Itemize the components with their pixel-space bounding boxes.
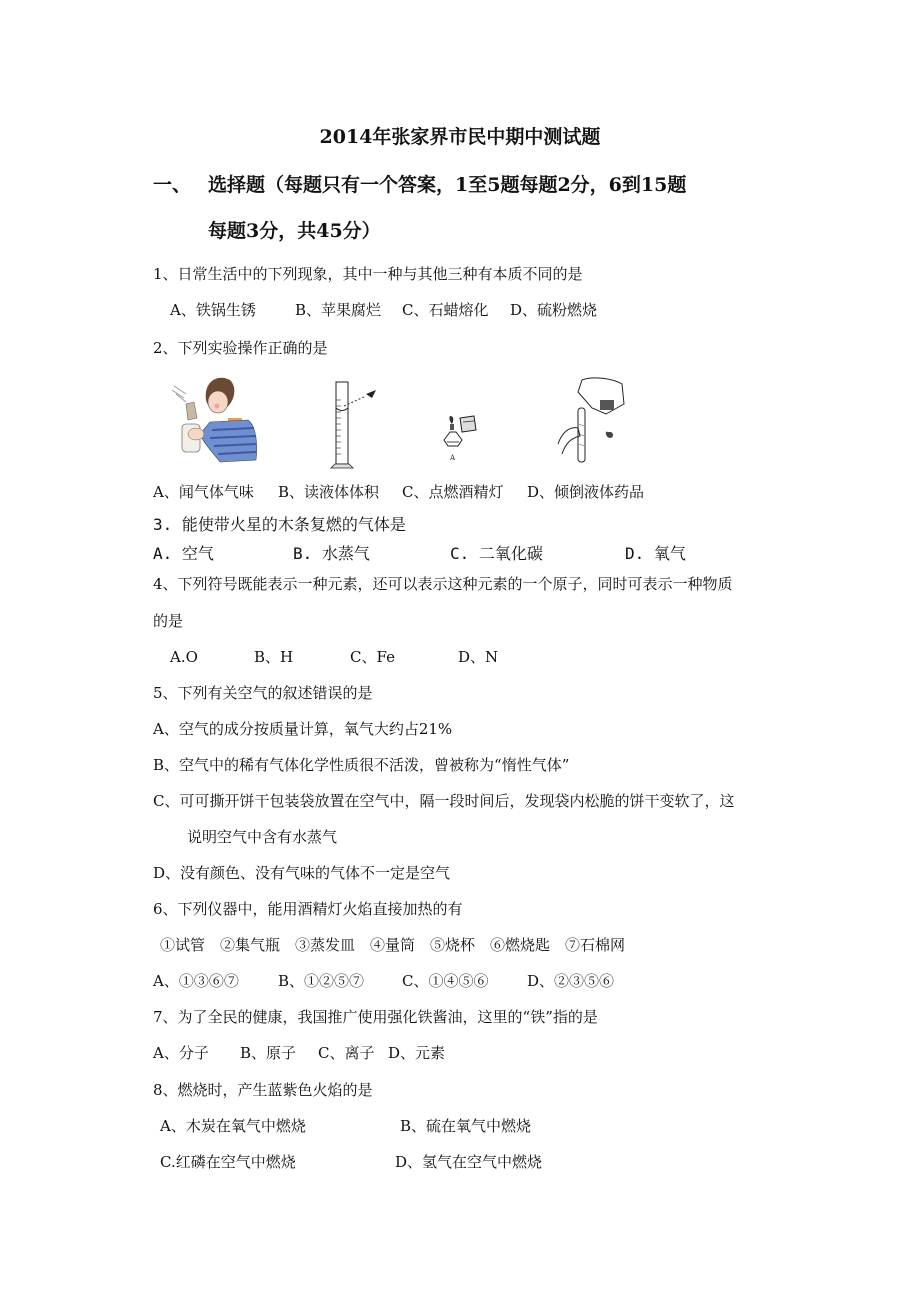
question-8-stem: 8、燃烧时，产生蓝紫色火焰的是 [153, 1081, 373, 1099]
eye-icon [366, 390, 376, 398]
question-7-stem: 7、为了全民的健康，我国推广使用强化铁酱油，这里的“铁”指的是 [153, 1008, 598, 1026]
question-7-option-d: D、元素 [388, 1044, 446, 1062]
question-6-option-d: D、②③⑤⑥ [527, 972, 615, 990]
question-5-stem: 5、下列有关空气的叙述错误的是 [153, 684, 373, 702]
question-2-option-a: A、闻气体气味 [153, 483, 254, 501]
motion-lines-icon [172, 386, 186, 402]
question-5-option-d: D、没有颜色、没有气味的气体不一定是空气 [153, 864, 451, 882]
question-1-stem: 1、日常生活中的下列现象，其中一种与其他三种有本质不同的是 [153, 265, 583, 283]
question-6-option-b: B、①②⑤⑦ [278, 972, 365, 990]
question-1-option-b: B、苹果腐烂 [295, 301, 382, 319]
question-4-option-b: B、H [254, 648, 294, 666]
figure-graduated-cylinder [330, 380, 380, 470]
question-4-option-d: D、N [458, 648, 499, 666]
question-5-option-a: A、空气的成分按质量计算，氧气大约占21% [153, 720, 453, 738]
question-8-option-b: B、硫在氧气中燃烧 [400, 1117, 532, 1135]
question-3-option-b: B. 水蒸气 [293, 544, 370, 563]
exam-title: 2014年张家界市民中期中测试题 [319, 126, 601, 148]
question-4-stem-line2: 的是 [153, 612, 184, 630]
question-8-option-c: C.红磷在空气中燃烧 [160, 1153, 296, 1171]
question-1-option-a: A、铁锅生锈 [170, 301, 256, 319]
section-heading-line2: 每题3分，共45分） [208, 220, 381, 242]
question-3-option-a: A. 空气 [153, 544, 214, 563]
question-6-items: ①试管 ②集气瓶 ③蒸发皿 ④量筒 ⑤烧杯 ⑥燃烧匙 ⑦石棉网 [160, 936, 626, 954]
question-3-option-d: D. 氧气 [625, 544, 686, 563]
question-8-option-a: A、木炭在氧气中燃烧 [160, 1117, 306, 1135]
section-number: 一、 [153, 174, 192, 196]
question-2-option-d: D、倾倒液体药品 [527, 483, 645, 501]
question-6-option-c: C、①④⑤⑥ [402, 972, 489, 990]
figure-smelling-gas [170, 374, 265, 464]
section-heading-line1: 选择题（每题只有一个答案，1至5题每题2分，6到15题 [208, 174, 687, 196]
figure-caption: A [450, 454, 456, 462]
question-2-stem: 2、下列实验操作正确的是 [153, 339, 328, 357]
question-4-option-c: C、Fe [350, 648, 395, 666]
question-5-option-c: C、可可撕开饼干包装袋放置在空气中，隔一段时间后，发现袋内松脆的饼干变软了，这 [153, 792, 735, 810]
figure-alcohol-lamp [442, 410, 487, 465]
question-4-option-a: A.O [170, 648, 198, 666]
question-7-option-a: A、分子 [153, 1044, 209, 1062]
question-3-stem: 3. 能使带火星的木条复燃的气体是 [153, 515, 406, 534]
question-7-option-b: B、原子 [240, 1044, 297, 1062]
question-1-option-c: C、石蜡熔化 [402, 301, 489, 319]
question-3-option-c: C. 二氧化碳 [450, 544, 543, 563]
question-4-stem-line1: 4、下列符号既能表示一种元素，还可以表示这种元素的一个原子，同时可表示一种物质 [153, 575, 733, 593]
question-6-stem: 6、下列仪器中，能用酒精灯火焰直接加热的有 [153, 900, 463, 918]
question-2-option-b: B、读液体体积 [278, 483, 380, 501]
question-5-option-c-continued: 说明空气中含有水蒸气 [187, 828, 338, 846]
question-2-option-c: C、点燃酒精灯 [402, 483, 504, 501]
question-6-option-a: A、①③⑥⑦ [153, 972, 239, 990]
figure-pouring-liquid [552, 374, 632, 469]
question-1-option-d: D、硫粉燃烧 [510, 301, 598, 319]
question-5-option-b: B、空气中的稀有气体化学性质很不活泼，曾被称为“惰性气体” [153, 756, 570, 774]
question-8-option-d: D、氢气在空气中燃烧 [395, 1153, 543, 1171]
question-7-option-c: C、离子 [318, 1044, 375, 1062]
